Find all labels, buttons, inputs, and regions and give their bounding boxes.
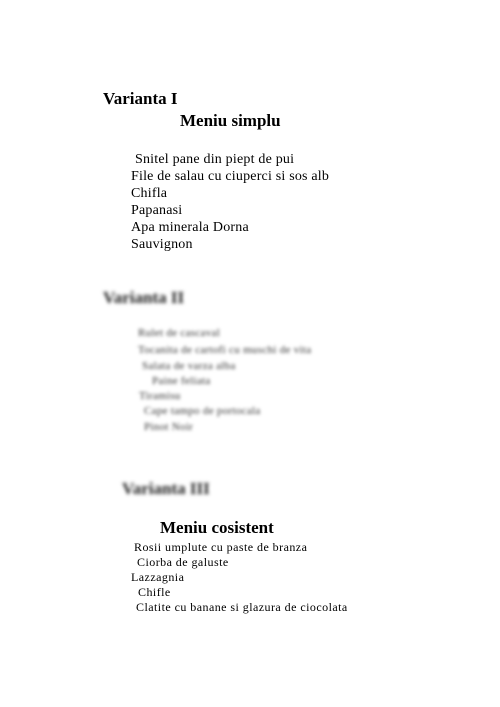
menu-item: Snitel pane din piept de pui	[135, 152, 295, 167]
menu-item: Salata de varza alba	[142, 360, 236, 372]
menu-item: Ciorba de galuste	[137, 555, 229, 569]
menu-item: Clatite cu banane si glazura de ciocolata	[136, 600, 348, 614]
menu-item: Cape tampo de portocala	[144, 405, 261, 417]
menu-item: Chifle	[138, 585, 171, 599]
variant-heading: Varianta II	[103, 288, 185, 307]
menu-item: Lazzagnia	[131, 570, 185, 584]
menu-item: Sauvignon	[131, 237, 193, 252]
menu-item: Tiramisu	[139, 390, 181, 402]
menu-item: Paine feliata	[152, 375, 211, 387]
menu-title: Meniu simplu	[180, 111, 281, 130]
menu-item: Pinot Noir	[144, 421, 194, 433]
menu-item: Rulet de cascaval	[138, 327, 221, 339]
menu-title: Meniu cosistent	[160, 518, 274, 537]
menu-item: Apa minerala Dorna	[131, 220, 249, 235]
menu-item: Chifla	[131, 186, 168, 201]
variant-heading: Varianta III	[122, 479, 210, 498]
variant-heading: Varianta I	[103, 89, 178, 108]
menu-item: File de salau cu ciuperci si sos alb	[131, 169, 330, 184]
menu-item: Papanasi	[131, 203, 183, 218]
menu-item: Tocanita de cartofi cu muschi de vita	[138, 344, 312, 356]
menu-item: Rosii umplute cu paste de branza	[134, 540, 308, 554]
